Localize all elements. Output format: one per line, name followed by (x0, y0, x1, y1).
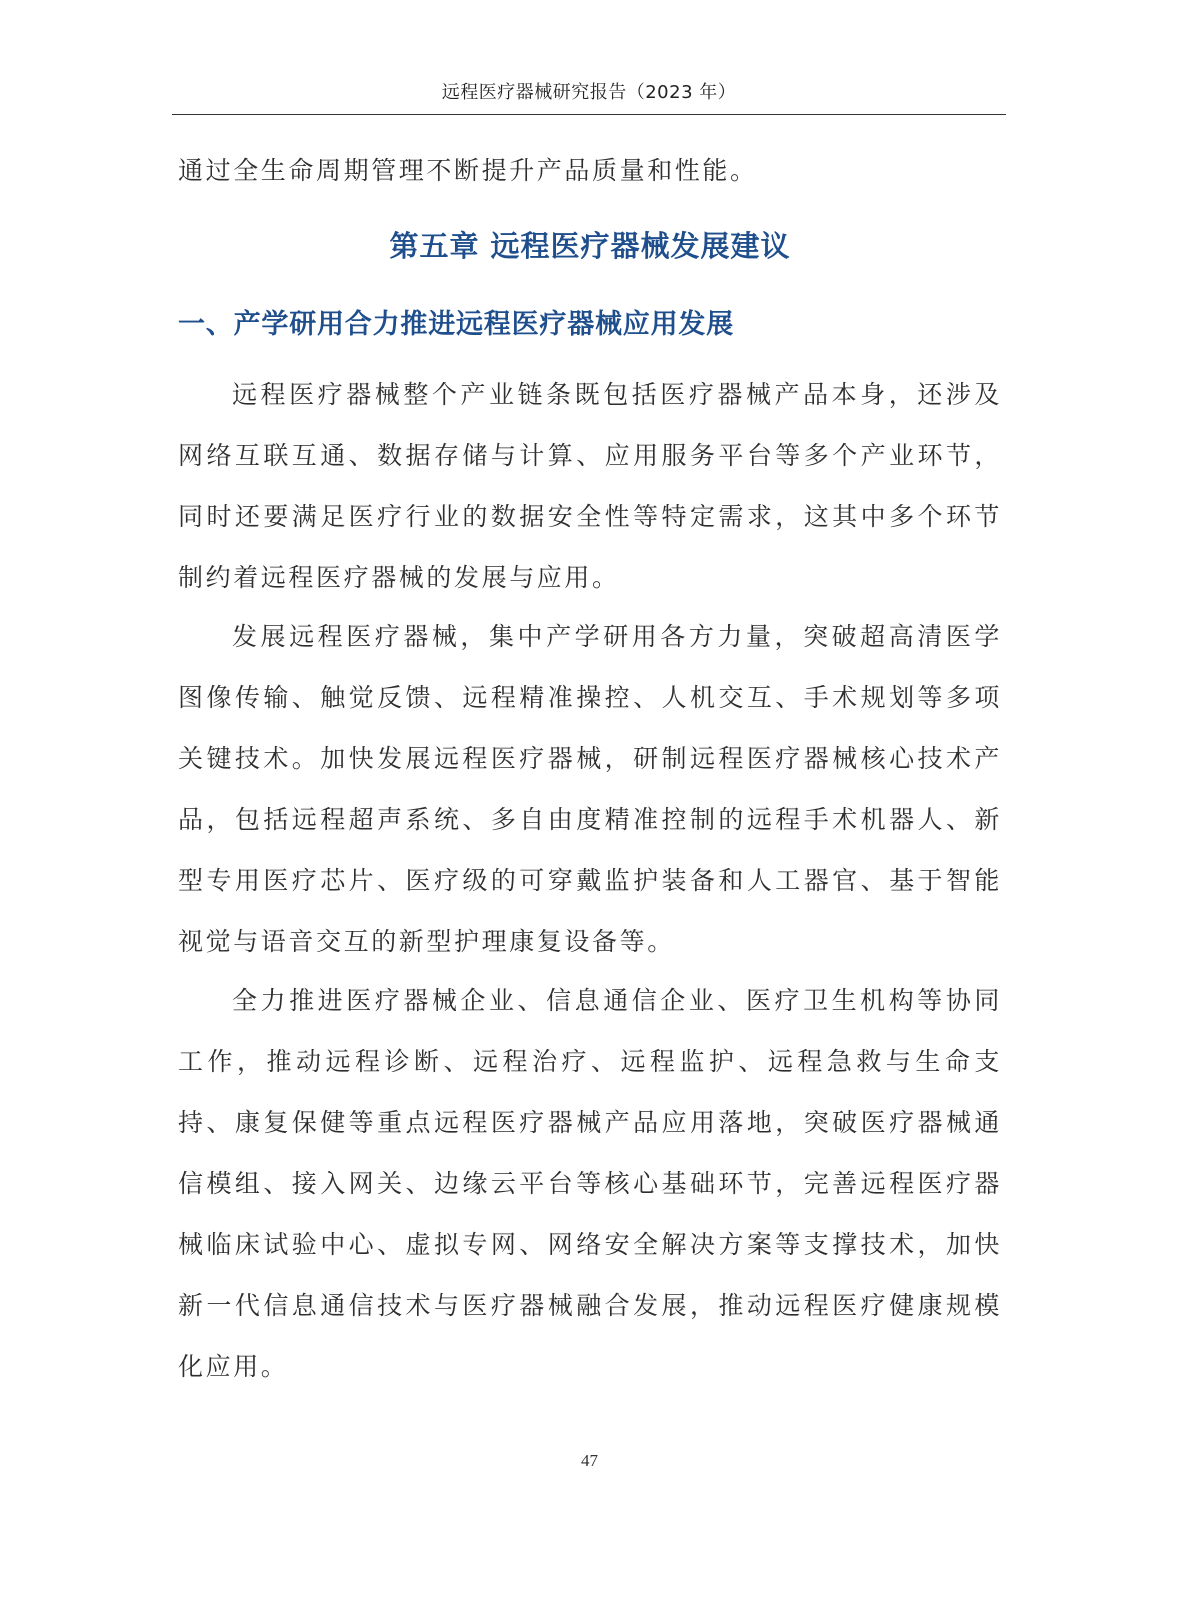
page-number: 47 (581, 1451, 598, 1470)
continuation-paragraph: 通过全生命周期管理不断提升产品质量和性能。 (178, 156, 758, 185)
header-divider (172, 114, 1006, 115)
section-title: 一、产学研用合力推进远程医疗器械应用发展 (178, 309, 734, 340)
paragraph-1: 远程医疗器械整个产业链条既包括医疗器械产品本身，还涉及网络互联互通、数据存储与计算、应用服务平台等多个产业环节，同时还要满足医疗行业的数据安全性等特定需求，这其中多个环节制约着远程医疗器械的发展与应用。 (178, 380, 1002, 592)
running-header: 远程医疗器械研究报告（2023 年） (441, 82, 737, 103)
paragraph-3: 全力推进医疗器械企业、信息通信企业、医疗卫生机构等协同工作，推动远程诊断、远程治疗、远程监护、远程急救与生命支持、康复保健等重点远程医疗器械产品应用落地，突破医疗器械通信模组、接入网关、边缘云平台等核心基础环节，完善远程医疗器械临床试验中心、虚拟专网、网络安全解决方案等支撑技术，加快新一代信息通信技术与医疗器械融合发展，推动远程医疗健康规模化应用。 (178, 986, 1002, 1381)
paragraph-2: 发展远程医疗器械，集中产学研用各方力量，突破超高清医学图像传输、触觉反馈、远程精准操控、人机交互、手术规划等多项关键技术。加快发展远程医疗器械，研制远程医疗器械核心技术产品，包括远程超声系统、多自由度精准控制的远程手术机器人、新型专用医疗芯片、医疗级的可穿戴监护装备和人工器官、基于智能视觉与语音交互的新型护理康复设备等。 (178, 622, 1002, 956)
chapter-title: 第五章 远程医疗器械发展建议 (389, 229, 791, 263)
